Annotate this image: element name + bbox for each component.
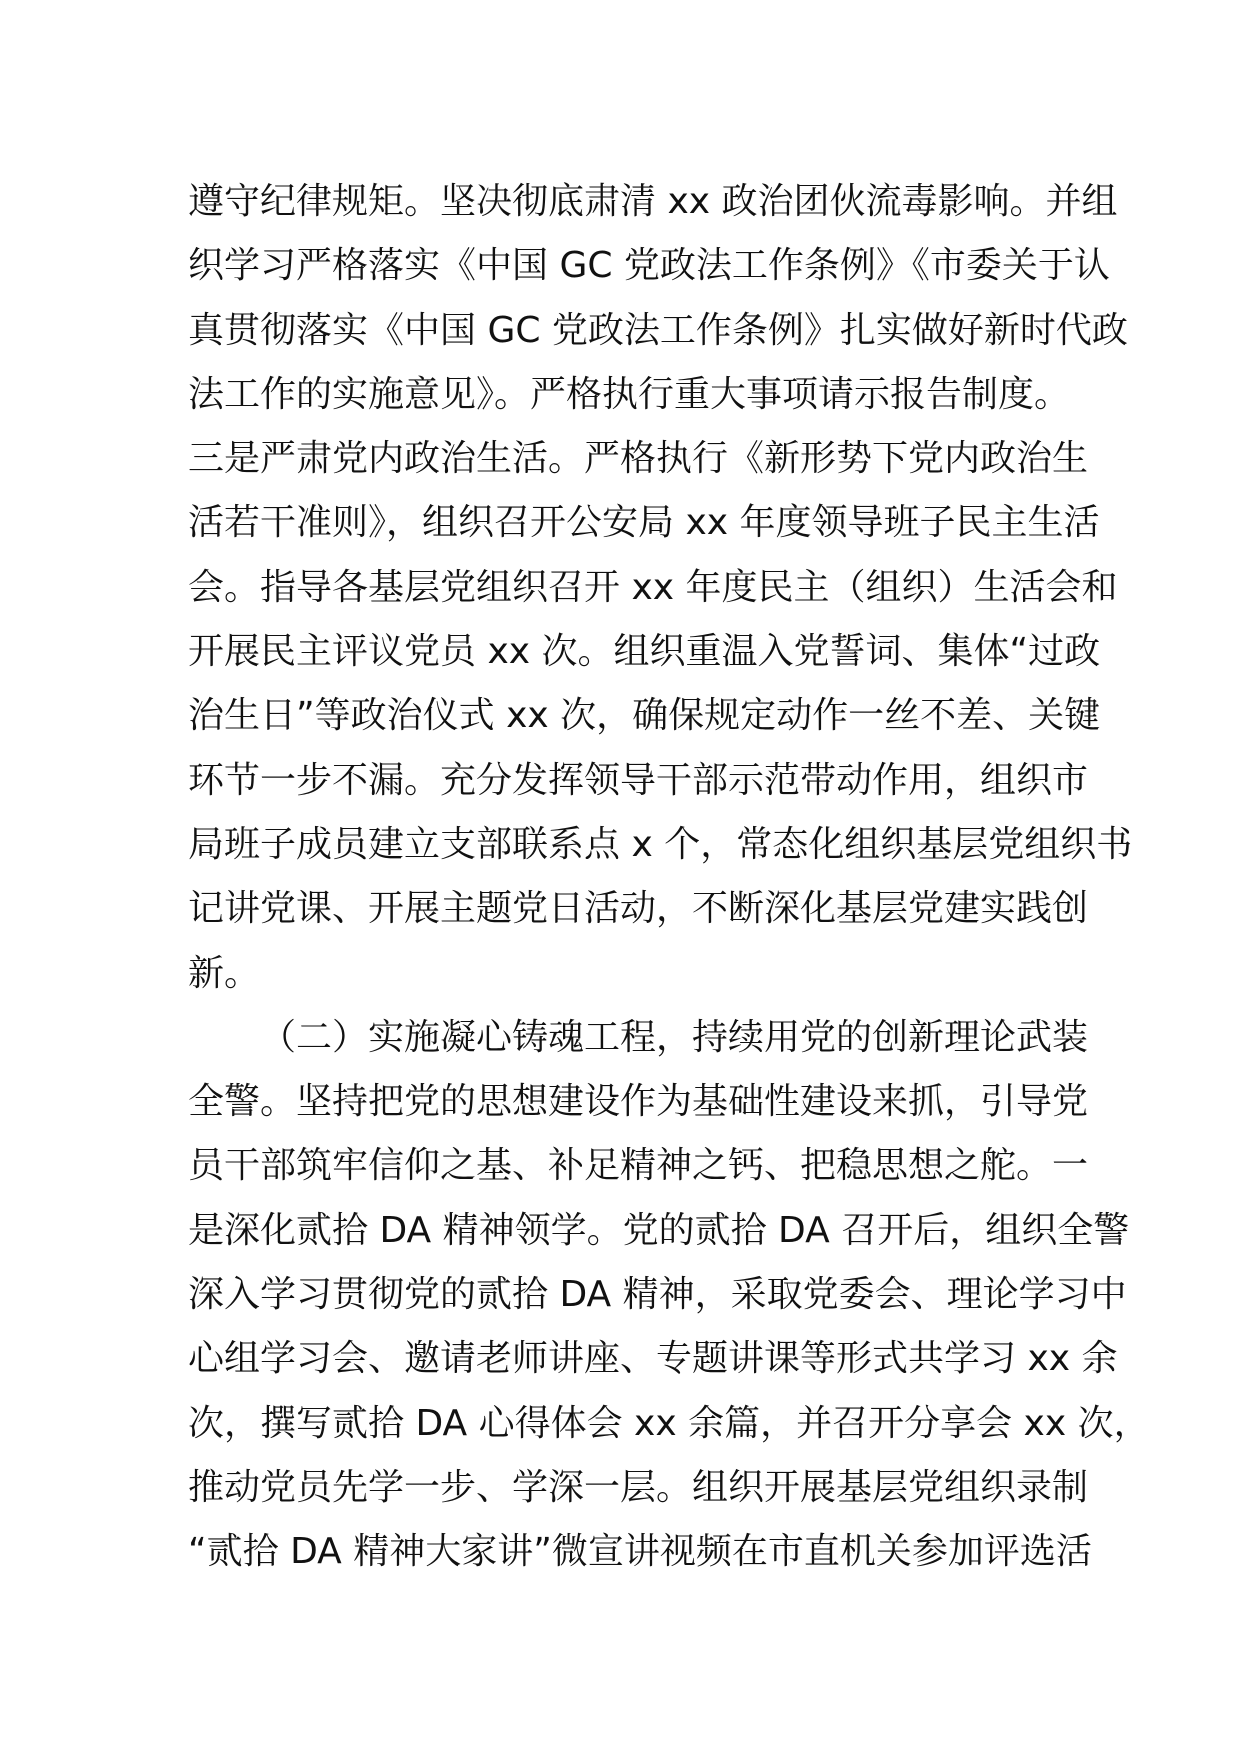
text-line: 次，撰写贰拾 DA 心得体会 xx 余篇，并召开分享会 xx 次， — [188, 1402, 1150, 1444]
text-line: 织学习严格落实《中国 GC 党政法工作条例》《市委关于认 — [188, 245, 1110, 287]
text-line: 法工作的实施意见》。严格执行重大事项请示报告制度。 — [188, 373, 1071, 415]
section-heading-line: （二）实施凝心铸魂工程，持续用党的创新理论武装 — [260, 1016, 1089, 1058]
text-line: 治生日”等政治仪式 xx 次，确保规定动作一丝不差、关键 — [188, 695, 1101, 737]
text-line: 遵守纪律规矩。坚决彻底肃清 xx 政治团伙流毒影响。并组 — [188, 181, 1118, 222]
text-line: 开展民主评议党员 xx 次。组织重温入党誓词、集体“过政 — [188, 631, 1101, 673]
text-line: 深入学习贯彻党的贰拾 DA 精神，采取党委会、理论学习中 — [188, 1274, 1127, 1316]
text-line: 局班子成员建立支部联系点 x 个，常态化组织基层党组织书 — [188, 823, 1133, 865]
text-line: 推动党员先学一步、学深一层。组织开展基层党组织录制 — [188, 1466, 1089, 1508]
text-line: 员干部筑牢信仰之基、补足精神之钙、把稳思想之舵。一 — [188, 1145, 1089, 1187]
text-line: “贰拾 DA 精神大家讲”微宣讲视频在市直机关参加评选活 — [188, 1531, 1092, 1573]
text-line: 全警。坚持把党的思想建设作为基础性建设来抓，引导党 — [188, 1081, 1089, 1123]
text-line: 是深化贰拾 DA 精神领学。党的贰拾 DA 召开后，组织全警 — [188, 1209, 1130, 1251]
text-line: 心组学习会、邀请老师讲座、专题讲课等形式共学习 xx 余 — [188, 1338, 1118, 1380]
text-line: 记讲党课、开展主题党日活动，不断深化基层党建实践创 — [188, 888, 1089, 930]
text-line: 会。指导各基层党组织召开 xx 年度民主（组织）生活会和 — [188, 566, 1118, 608]
body-text — [188, 170, 1150, 1585]
text-line: 环节一步不漏。充分发挥领导干部示范带动作用，组织市 — [188, 759, 1089, 801]
text-line: 新。 — [188, 952, 261, 994]
text-line: 真贯彻落实《中国 GC 党政法工作条例》扎实做好新时代政 — [188, 309, 1128, 351]
text-line: 三是严肃党内政治生活。严格执行《新形势下党内政治生 — [188, 438, 1089, 480]
text-line: 活若干准则》，组织召开公安局 xx 年度领导班子民主生活 — [188, 502, 1100, 544]
